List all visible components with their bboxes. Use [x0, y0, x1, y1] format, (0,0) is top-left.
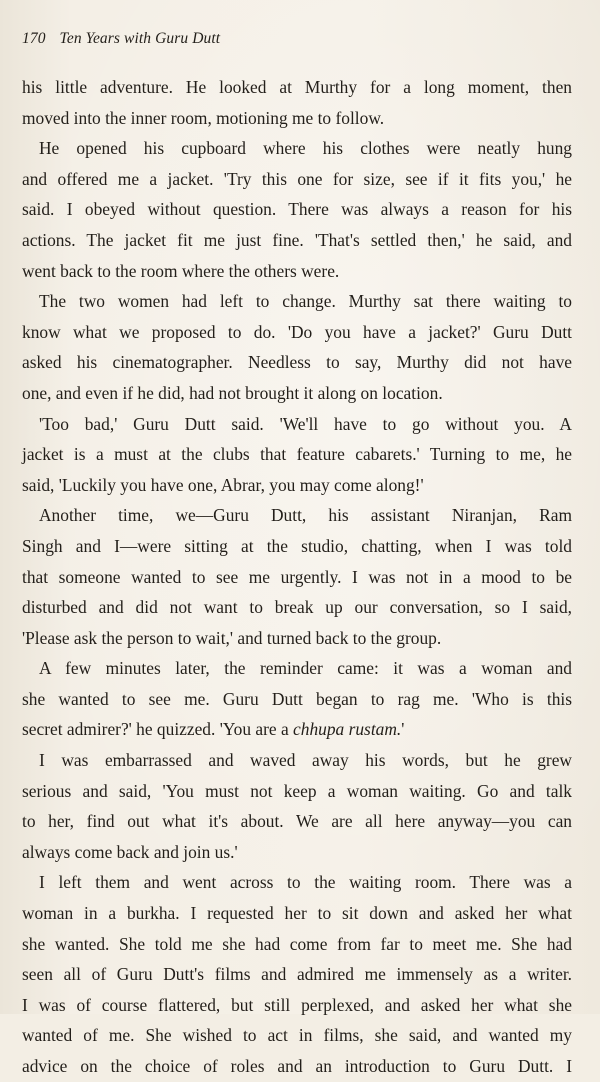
text-line — [22, 653, 572, 684]
text-line — [22, 990, 572, 1021]
text-line — [22, 72, 572, 103]
text-line — [22, 562, 572, 593]
text-line — [22, 929, 572, 960]
text-line-content: disturbed and did not want to break up our conversation, so I said, — [22, 597, 572, 618]
text-line — [22, 439, 572, 470]
text-line — [22, 409, 572, 440]
text-line — [22, 806, 572, 837]
text-line-content: seen all of Guru Dutt's films and admired me immensely as a writer. — [22, 964, 572, 985]
text-line-content: asked his cinematographer. Needless to say, Murthy did not have — [22, 352, 572, 373]
text-line — [22, 256, 572, 287]
text-line-content: one, and even if he did, had not brought it along on location. — [22, 382, 443, 403]
running-head — [22, 28, 572, 72]
page-number: 170 — [22, 30, 46, 47]
text-line — [22, 133, 572, 164]
text-line-content: 'Too bad,' Guru Dutt said. 'We'll have to go without you. A — [39, 413, 572, 434]
text-line — [22, 347, 572, 378]
text-line — [22, 837, 572, 868]
book-title: Ten Years with Guru Dutt — [59, 30, 221, 47]
text-line-content: always come back and join us.' — [22, 841, 238, 862]
text-line-content: jacket is a must at the clubs that feature cabarets.' Turning to me, he — [22, 444, 572, 465]
text-line — [22, 317, 572, 348]
text-line-content: secret admirer?' he quizzed. 'You are a — [22, 719, 294, 740]
text-line-content: I was embarrassed and waved away his words, but he grew — [39, 750, 572, 771]
text-line-content: woman in a burkha. I requested her to sit down and asked her what — [22, 903, 572, 924]
text-line — [22, 592, 572, 623]
text-line — [22, 194, 572, 225]
text-line — [22, 378, 572, 409]
text-line — [22, 623, 572, 654]
text-line — [22, 867, 572, 898]
text-line — [22, 500, 572, 531]
text-line — [22, 103, 572, 134]
text-line-content: actions. The jacket fit me just fine. 'That's settled then,' he said, and — [22, 229, 572, 250]
text-line — [22, 286, 572, 317]
text-line — [22, 684, 572, 715]
text-line-content: advice on the choice of roles and an introduction to Guru Dutt. I — [22, 1056, 572, 1076]
text-line — [22, 745, 572, 776]
closing-quote: ' — [401, 719, 405, 740]
text-line — [22, 531, 572, 562]
text-line-content: she wanted. She told me she had come from far to meet me. She had — [22, 933, 572, 954]
text-line — [22, 898, 572, 929]
text-line — [22, 776, 572, 807]
text-line — [22, 225, 572, 256]
text-line-content: said. I obeyed without question. There was always a reason for his — [22, 199, 572, 220]
text-line-content: 'Please ask the person to wait,' and turned back to the group. — [22, 627, 442, 648]
text-line-content: she wanted to see me. Guru Dutt began to rag me. 'Who is this — [22, 688, 572, 709]
text-line-content: Singh and I—were sitting at the studio, chatting, when I was told — [22, 535, 572, 556]
text-line-content: I left them and went across to the waiting room. There was a — [39, 872, 572, 893]
text-line — [22, 1051, 572, 1082]
text-line — [22, 1020, 572, 1051]
text-line-content: Another time, we—Guru Dutt, his assistant Niranjan, Ram — [39, 505, 572, 526]
text-line-content: said, 'Luckily you have one, Abrar, you may come along!' — [22, 474, 424, 495]
italic-phrase: chhupa rustam. — [293, 719, 402, 740]
text-line-content: and offered me a jacket. 'Try this one for size, see if it fits you,' he — [22, 168, 572, 189]
text-line-content: He opened his cupboard where his clothes were neatly hung — [39, 138, 572, 159]
text-line-content: went back to the room where the others were. — [22, 260, 340, 281]
text-line-content: to her, find out what it's about. We are all here anyway—you can — [22, 811, 572, 832]
text-line-content: The two women had left to change. Murthy sat there waiting to — [39, 291, 572, 312]
text-line-content: serious and said, 'You must not keep a woman waiting. Go and talk — [22, 780, 572, 801]
text-line-content: A few minutes later, the reminder came: it was a woman and — [39, 658, 572, 679]
text-line-content: wanted of me. She wished to act in films, she said, and wanted my — [22, 1025, 572, 1046]
text-line-content: moved into the inner room, motioning me to follow. — [22, 107, 385, 128]
text-line-content: know what we proposed to do. 'Do you have a jacket?' Guru Dutt — [22, 321, 572, 342]
text-line — [22, 959, 572, 990]
text-line-content: I was of course flattered, but still perplexed, and asked her what she — [22, 994, 572, 1015]
text-line-content: that someone wanted to see me urgently. I was not in a mood to be — [22, 566, 572, 587]
text-line — [22, 714, 572, 745]
body-text — [22, 72, 572, 1082]
text-line — [22, 470, 572, 501]
text-line-content: his little adventure. He looked at Murthy for a long moment, then — [22, 77, 572, 97]
text-line — [22, 164, 572, 195]
